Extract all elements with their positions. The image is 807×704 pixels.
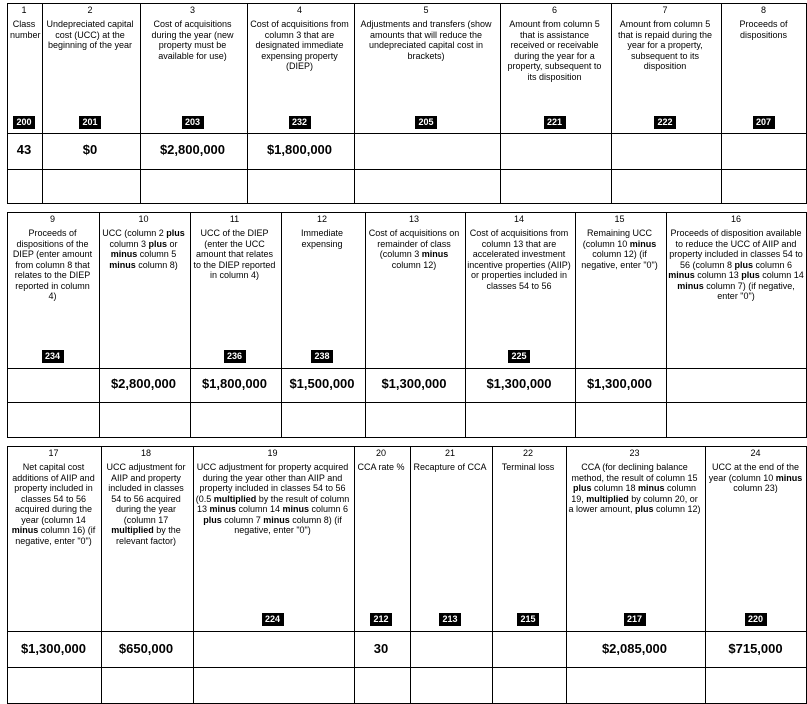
- line-code: 207: [753, 116, 775, 129]
- column-value[interactable]: $2,085,000: [601, 641, 668, 656]
- column-header: Cost of acquisitions from column 13 that are accelerated investment incentive properties (AIIP) or properties included in classes 54 to 56: [467, 228, 571, 291]
- column-value[interactable]: 43: [16, 142, 32, 157]
- line-code: 217: [624, 613, 646, 626]
- line-code: 234: [42, 350, 64, 363]
- column-16: [665, 212, 807, 401]
- column-8: [720, 3, 807, 168]
- line-code: 215: [517, 613, 539, 626]
- empty-entry-row[interactable]: [499, 170, 610, 200]
- column-header: Class number: [10, 19, 41, 40]
- empty-entry-row[interactable]: [574, 403, 665, 433]
- empty-entry-row[interactable]: [139, 170, 246, 200]
- empty-entry-row[interactable]: [41, 170, 139, 200]
- column-number: 18: [140, 448, 151, 458]
- empty-entry-row[interactable]: [100, 668, 192, 698]
- column-header: Amount from column 5 that is assistance received or receivable during the year for a property, subsequent to its disposition: [507, 19, 602, 82]
- column-header: Proceeds of disposition available to reduce the UCC of AIIP and property included in classes 54 to 56 (column 8 plus column 6 minus column 13 plus column 14 minus column 7) (if negative, enter "0"): [668, 228, 804, 301]
- empty-entry-row[interactable]: [464, 403, 574, 433]
- empty-entry-row[interactable]: [720, 170, 807, 200]
- column-6: [499, 3, 610, 168]
- empty-entry-row[interactable]: [7, 668, 100, 698]
- line-code: 213: [439, 613, 461, 626]
- column-number: 8: [760, 5, 766, 15]
- column-header: CCA rate %: [357, 462, 405, 472]
- column-11: [189, 212, 280, 401]
- column-header: Cost of acquisitions from column 3 that are designated immediate expensing property (DIEP): [250, 19, 349, 71]
- empty-entry-row[interactable]: [565, 668, 704, 698]
- column-header: UCC (column 2 plus column 3 plus or minus column 5 minus column 8): [102, 228, 185, 270]
- line-code: 222: [654, 116, 676, 129]
- column-10: [98, 212, 189, 401]
- empty-entry-row[interactable]: [192, 668, 353, 698]
- column-value[interactable]: $2,800,000: [110, 376, 177, 391]
- line-code: 221: [544, 116, 566, 129]
- column-header: Proceeds of dispositions of the DIEP (enter amount from column 8 that relates to the DIEP reported in column 4): [12, 228, 93, 301]
- column-number: 20: [375, 448, 386, 458]
- column-number: 6: [551, 5, 557, 15]
- empty-entry-row[interactable]: [491, 668, 565, 698]
- column-header: CCA (for declining balance method, the result of column 15 plus column 18 minus column 19, multiplied by column 20, or a lower amount, plus column 12): [568, 462, 701, 514]
- empty-entry-row[interactable]: [7, 170, 41, 200]
- column-3: [139, 3, 246, 168]
- column-number: 23: [629, 448, 640, 458]
- column-header: Net capital cost additions of AIIP and property included in classes 54 to 56 acquired during the year (column 14 minus column 16) (if negative, enter "0"): [11, 462, 96, 546]
- column-number: 7: [662, 5, 668, 15]
- line-code: 200: [13, 116, 35, 129]
- column-13: [364, 212, 464, 401]
- column-value[interactable]: $1,300,000: [586, 376, 653, 391]
- column-header: Cost of acquisitions on remainder of class (column 3 minus column 12): [368, 228, 460, 270]
- column-header: Remaining UCC (column 10 minus column 12) (if negative, enter "0"): [581, 228, 658, 270]
- column-value[interactable]: $1,800,000: [266, 142, 333, 157]
- column-1: [7, 3, 41, 168]
- empty-entry-row[interactable]: [610, 170, 720, 200]
- column-number: 1: [21, 5, 27, 15]
- column-5: [353, 3, 499, 168]
- line-code: 220: [745, 613, 767, 626]
- line-code: 232: [289, 116, 311, 129]
- column-number: 21: [444, 448, 455, 458]
- column-4: [246, 3, 353, 168]
- column-number: 24: [750, 448, 761, 458]
- column-number: 10: [138, 214, 149, 224]
- line-code: 225: [508, 350, 530, 363]
- column-header: Amount from column 5 that is repaid during the year for a property, subsequent to its disposition: [617, 19, 713, 71]
- column-header: UCC at the end of the year (column 10 minus column 23): [708, 462, 803, 493]
- column-15: [574, 212, 665, 401]
- column-header: Recapture of CCA: [413, 462, 487, 472]
- column-19: [192, 446, 353, 666]
- line-code: 238: [311, 350, 333, 363]
- column-header: Cost of acquisitions during the year (new property must be available for use): [151, 19, 234, 61]
- empty-entry-row[interactable]: [189, 403, 280, 433]
- column-header: Immediate expensing: [300, 228, 344, 249]
- column-number: 12: [316, 214, 327, 224]
- column-header: Adjustments and transfers (show amounts that will reduce the undepreciated capital cost in brackets): [360, 19, 492, 61]
- column-value[interactable]: $1,300,000: [486, 376, 552, 391]
- column-number: 13: [408, 214, 419, 224]
- column-9: [7, 212, 98, 401]
- column-value[interactable]: $1,500,000: [289, 376, 355, 391]
- column-14: [464, 212, 574, 401]
- column-header: UCC adjustment for AIIP and property included in classes 54 to 56 acquired during the year (column 17 multiplied by the relevant factor): [106, 462, 186, 546]
- column-value[interactable]: $2,800,000: [159, 142, 226, 157]
- column-22: [491, 446, 565, 666]
- column-12: [280, 212, 364, 401]
- column-number: 22: [522, 448, 533, 458]
- line-code: 205: [415, 116, 437, 129]
- column-number: 14: [513, 214, 524, 224]
- empty-entry-row[interactable]: [353, 668, 409, 698]
- column-number: 2: [87, 5, 93, 15]
- column-value[interactable]: 30: [373, 641, 389, 656]
- line-code: 236: [224, 350, 246, 363]
- column-7: [610, 3, 720, 168]
- column-number: 11: [229, 214, 240, 224]
- empty-entry-row[interactable]: [98, 403, 189, 433]
- column-value[interactable]: $0: [82, 142, 98, 157]
- empty-entry-row[interactable]: [353, 170, 499, 200]
- column-value[interactable]: $650,000: [118, 641, 174, 656]
- column-value[interactable]: $1,800,000: [201, 376, 268, 391]
- column-number: 3: [189, 5, 195, 15]
- column-21: [409, 446, 491, 666]
- column-value[interactable]: $715,000: [728, 641, 783, 656]
- column-number: 4: [296, 5, 302, 15]
- empty-entry-row[interactable]: [7, 403, 98, 433]
- column-header: UCC adjustment for property acquired during the year other than AIIP and property included in classes 54 to 56 (0.5 multiplied by the result of column 13 minus column 14 minus column 6 plus column 7 minus column 8) (if negative, enter "0"): [195, 462, 350, 535]
- column-number: 5: [423, 5, 429, 15]
- empty-entry-row[interactable]: [704, 668, 807, 698]
- line-code: 224: [262, 613, 284, 626]
- column-17: [7, 446, 100, 666]
- column-number: 16: [730, 214, 741, 224]
- column-2: [41, 3, 139, 168]
- column-header: UCC of the DIEP (enter the UCC amount that relates to the DIEP reported in column 4): [193, 228, 276, 280]
- line-code: 212: [370, 613, 392, 626]
- column-header: Undepreciated capital cost (UCC) at the beginning of the year: [46, 19, 134, 50]
- column-24: [704, 446, 807, 666]
- column-number: 15: [614, 214, 625, 224]
- column-18: [100, 446, 192, 666]
- empty-entry-row[interactable]: [364, 403, 464, 433]
- empty-entry-row[interactable]: [246, 170, 353, 200]
- empty-entry-row[interactable]: [665, 403, 807, 433]
- column-number: 19: [267, 448, 278, 458]
- line-code: 201: [79, 116, 101, 129]
- line-code: 203: [182, 116, 204, 129]
- empty-entry-row[interactable]: [280, 403, 364, 433]
- column-number: 17: [48, 448, 59, 458]
- empty-entry-row[interactable]: [409, 668, 491, 698]
- column-value[interactable]: $1,300,000: [381, 376, 447, 391]
- column-20: [353, 446, 409, 666]
- column-number: 9: [49, 214, 55, 224]
- column-value[interactable]: $1,300,000: [20, 641, 87, 656]
- column-header: Terminal loss: [501, 462, 555, 472]
- column-23: [565, 446, 704, 666]
- column-header: Proceeds of dispositions: [739, 19, 788, 40]
